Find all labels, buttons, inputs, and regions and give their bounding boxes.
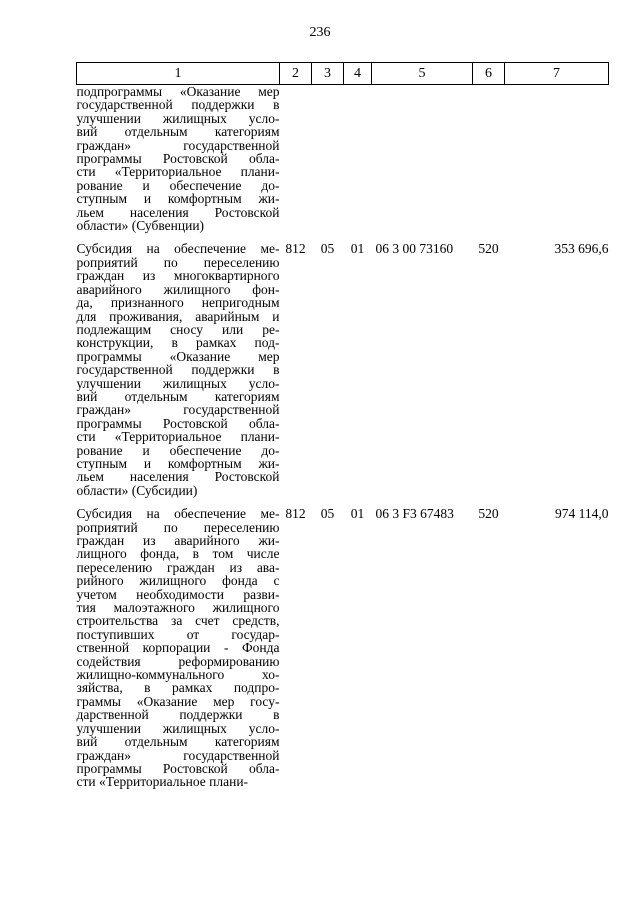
description-line: государственной поддержки в <box>76 362 280 378</box>
description-line: программы Ростовской обла- <box>76 151 280 167</box>
description-line: подлежащим сносу или ре- <box>76 321 280 337</box>
section-code: 05 <box>320 241 335 257</box>
description-line: Субсидия на обеспечение ме- <box>76 241 280 257</box>
description-line: вий отдельным категориям <box>76 124 280 140</box>
description-line: сти «Территориальное плани- <box>76 774 249 790</box>
table-row <box>77 242 609 497</box>
description-line: вий отдельным категориям <box>76 388 280 404</box>
description-line: конструкции, в рамках под- <box>76 335 280 351</box>
column-header-5: 5 <box>372 63 473 85</box>
description-line: граммы «Оказание мер госу- <box>76 693 280 709</box>
column-header-7: 7 <box>505 63 609 85</box>
description-line: льем населения Ростовской <box>76 204 280 220</box>
column-header-1: 1 <box>77 63 280 85</box>
description-line: граждан» государственной <box>76 137 280 153</box>
table-body <box>77 85 609 789</box>
description-line: тия малоэтажного жилищного <box>76 600 280 616</box>
section-code: 05 <box>320 506 335 522</box>
row-description <box>77 242 280 497</box>
description-line: граждан» государственной <box>76 747 280 763</box>
description-line: сти «Территориальное плани- <box>76 164 280 180</box>
description-line: для проживания, аварийным и <box>76 308 280 324</box>
section-code <box>312 85 344 233</box>
ministry-code: 812 <box>285 506 306 522</box>
row-description <box>77 85 280 233</box>
description-line: области» (Субвенции) <box>76 218 205 234</box>
description-line: рование и обеспечение до- <box>76 442 280 458</box>
description-line: области» (Субсидии) <box>76 482 198 498</box>
budget-table <box>76 62 609 789</box>
description-line: роприятий по переселению <box>76 254 280 270</box>
subsection-code: 01 <box>350 241 365 257</box>
target-article-code: 06 3 00 73160 <box>375 241 454 257</box>
target-article-code <box>372 85 473 233</box>
description-line: программы Ростовской обла- <box>76 415 280 431</box>
table-row <box>77 507 609 789</box>
column-header-4: 4 <box>344 63 372 85</box>
header-row <box>77 63 609 85</box>
description-line: граждан из многоквартирного <box>76 268 280 284</box>
description-line: улучшении жилищных усло- <box>76 720 280 736</box>
description-line: лищного фонда, в том числе <box>76 546 280 562</box>
description-line: улучшении жилищных усло- <box>76 375 280 391</box>
ministry-code: 812 <box>285 241 306 257</box>
subsection-code: 01 <box>350 506 365 522</box>
description-line: роприятий по переселению <box>76 519 280 535</box>
target-article-code: 06 3 F3 67483 <box>375 506 454 522</box>
description-line: льем населения Ростовской <box>76 469 280 485</box>
description-line: строительства за счет средств, <box>76 613 280 629</box>
description-line: переселению граждан из ава- <box>76 559 280 575</box>
table-row <box>77 85 609 233</box>
description-line: ступным и комфортным жи- <box>76 455 280 471</box>
description-line: граждан из аварийного жи- <box>76 533 280 548</box>
description-line: государственной поддержки в <box>76 97 280 113</box>
description-line: зяйства, в рамках подпро- <box>76 680 280 696</box>
description-line: Субсидия на обеспечение ме- <box>76 506 280 522</box>
expense-type-code <box>473 85 505 233</box>
amount: 353 696,6 <box>554 241 609 257</box>
row-description <box>77 507 280 789</box>
column-header-6: 6 <box>473 63 505 85</box>
expense-type-code: 520 <box>478 241 499 257</box>
expense-type-code: 520 <box>478 506 499 522</box>
description-line: учетом необходимости разви- <box>76 586 280 602</box>
description-line: жилищно-коммунального хо- <box>76 667 280 683</box>
description-line: подпрограммы «Оказание мер <box>76 84 280 99</box>
description-line: граждан» государственной <box>76 402 280 418</box>
description-line: дарственной поддержки в <box>76 707 280 723</box>
description-line: программы «Оказание мер <box>76 348 280 364</box>
description-line: ственной корпорации - Фонда <box>76 640 280 656</box>
description-line: ступным и комфортным жи- <box>76 191 280 207</box>
ministry-code <box>280 85 312 233</box>
column-header-3: 3 <box>312 63 344 85</box>
description-line: да, признанного непригодным <box>76 295 280 311</box>
description-line: содействия реформированию <box>76 653 280 669</box>
description-line: поступивших от государ- <box>76 626 280 642</box>
description-line: улучшении жилищных усло- <box>76 110 280 126</box>
amount <box>505 85 609 233</box>
description-line: рийного жилищного фонда с <box>76 573 280 589</box>
amount: 974 114,0 <box>555 506 609 522</box>
description-line: программы Ростовской обла- <box>76 760 280 776</box>
description-line: сти «Территориальное плани- <box>76 429 280 445</box>
description-line: аварийного жилищного фон- <box>76 281 280 297</box>
page-number: 236 <box>309 25 331 40</box>
description-line: рование и обеспечение до- <box>76 177 280 193</box>
column-header-2: 2 <box>280 63 312 85</box>
description-line: вий отдельным категориям <box>76 734 280 750</box>
subsection-code <box>344 85 372 233</box>
